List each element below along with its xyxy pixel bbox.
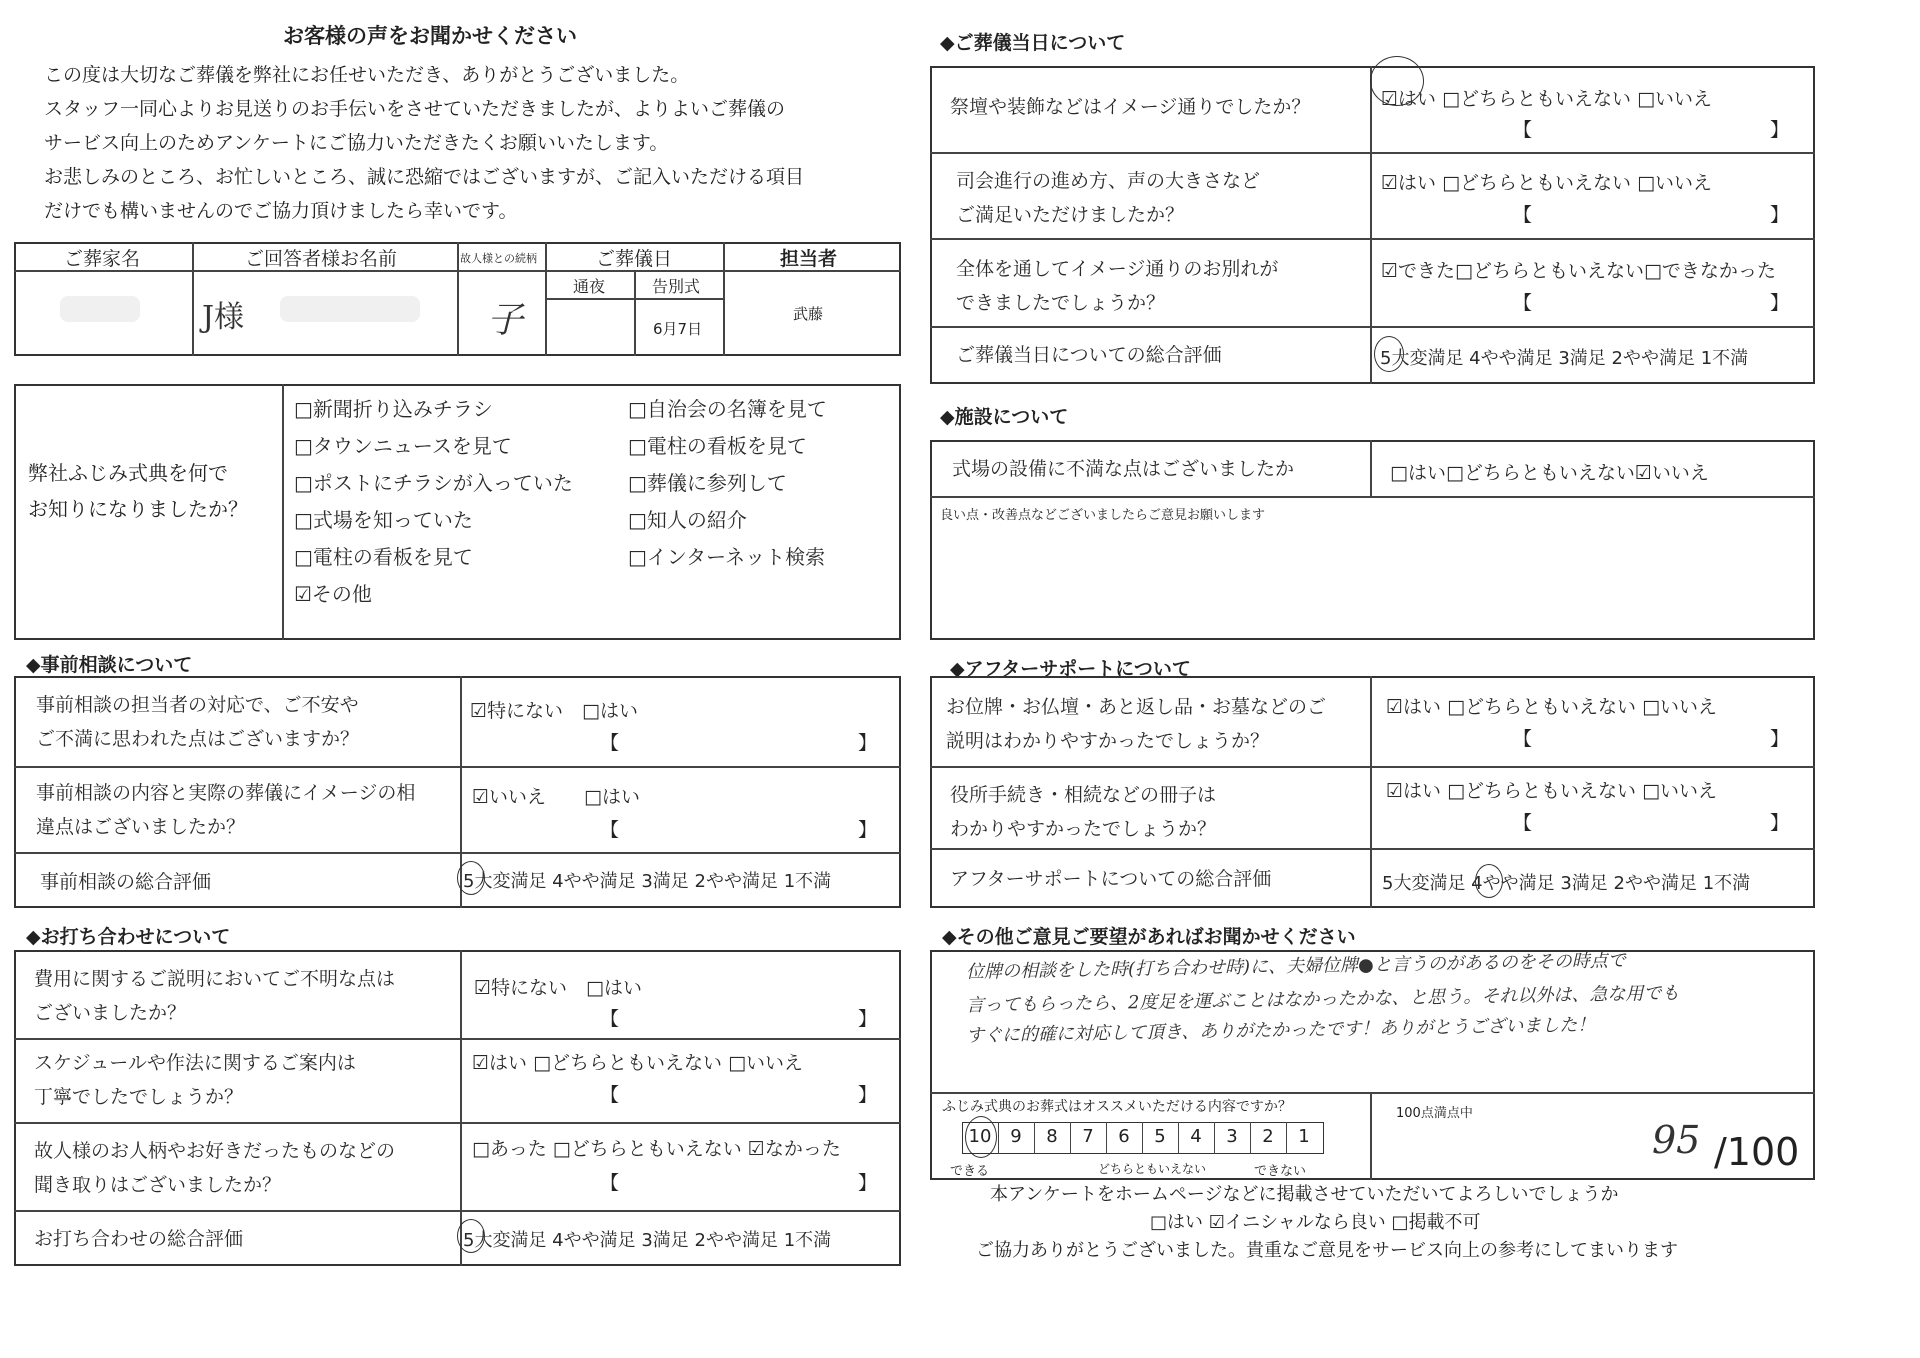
pre-rating-circle xyxy=(457,861,485,895)
day-of-q2-comment-open: 【 xyxy=(1513,204,1533,226)
day-of-q2-comment-close: 】 xyxy=(1770,204,1790,226)
meeting-q1-options[interactable]: ☑特にない □はい xyxy=(474,977,642,999)
score-total: /100 xyxy=(1714,1130,1800,1174)
recommend-2[interactable]: 2 xyxy=(1262,1126,1274,1147)
section-pre-consultation: ◆事前相談について xyxy=(26,654,193,676)
recommend-label-can: できる xyxy=(950,1164,990,1179)
after-q1: お位牌・お仏壇・あと返し品・お墓などのご 説明はわかりやすかったでしょうか？ xyxy=(946,696,1327,752)
after-rating-circle xyxy=(1475,864,1503,898)
col-date: ご葬儀日 xyxy=(596,248,673,270)
pre-q2-comment-open: 【 xyxy=(600,819,620,841)
recommend-8[interactable]: 8 xyxy=(1046,1126,1058,1147)
redacted-family-name xyxy=(60,296,140,322)
pre-q1-comment-close: 】 xyxy=(858,732,878,754)
meeting-q1-comment-close: 】 xyxy=(858,1008,878,1030)
col-family: ご葬家名 xyxy=(64,248,141,270)
col-respondent: ご回答者様お名前 xyxy=(245,248,398,270)
day-of-q3-options[interactable]: ☑できた□どちらともいえない□できなかった xyxy=(1381,260,1776,282)
day-of-q3: 全体を通してイメージ通りのお別れが できましたでしょうか？ xyxy=(956,258,1279,314)
survey-title: お客様の声をお聞かせください xyxy=(283,24,577,48)
meeting-rating-scale[interactable]: 5大変満足 4やや満足 3満足 2やや満足 1不満 xyxy=(463,1230,832,1251)
after-q2-options[interactable]: ☑はい □どちらともいえない □いいえ xyxy=(1386,780,1718,802)
meeting-q3-comment-close: 】 xyxy=(858,1172,878,1194)
staff-name: 武藤 xyxy=(793,305,824,323)
after-q1-comment-open: 【 xyxy=(1513,728,1533,750)
option-knew-venue[interactable]: □式場を知っていた xyxy=(294,508,473,532)
facility-q1: 式場の設備に不満な点はございましたか xyxy=(952,458,1295,480)
publish-options[interactable]: □はい ☑イニシャルなら良い □掲載不可 xyxy=(1150,1212,1481,1233)
col-funeral: 告別式 xyxy=(652,277,701,296)
meeting-q3-comment-open: 【 xyxy=(600,1172,620,1194)
recommend-question: ふじみ式典のお葬式はオススメいただける内容ですか？ xyxy=(942,1099,1292,1115)
option-mailbox-flyer[interactable]: □ポストにチラシが入っていた xyxy=(294,471,573,495)
pre-q2-comment-close: 】 xyxy=(858,819,878,841)
day-of-q2-options[interactable]: ☑はい □どちらともいえない □いいえ xyxy=(1381,172,1713,194)
recommend-9[interactable]: 9 xyxy=(1010,1126,1022,1147)
meeting-q3: 故人様のお人柄やお好きだったものなどの 聞き取りはございましたか？ xyxy=(34,1140,396,1196)
redacted-respondent xyxy=(280,296,420,322)
day-of-q1-comment-close: 】 xyxy=(1770,119,1790,141)
option-other[interactable]: ☑その他 xyxy=(294,582,372,606)
option-association-list[interactable]: □自治会の名簿を見て xyxy=(628,397,827,421)
funeral-date: 6月7日 xyxy=(653,320,703,338)
publish-question: 本アンケートをホームページなどに掲載させていただいてよろしいでしょうか xyxy=(990,1184,1619,1205)
after-q2-comment-close: 】 xyxy=(1770,812,1790,834)
day-of-q1-options[interactable]: ☑はい □どちらともいえない □いいえ xyxy=(1381,88,1713,110)
option-pole-sign-2[interactable]: □電柱の看板を見て xyxy=(628,434,807,458)
thanks-text: ご協力ありがとうございました。貴重なご意見をサービス向上の参考にしてまいります xyxy=(976,1240,1678,1261)
pre-q2-options[interactable]: ☑いいえ □はい xyxy=(472,786,640,808)
option-newspaper-flyer[interactable]: □新聞折り込みチラシ xyxy=(294,397,493,421)
after-q2-comment-open: 【 xyxy=(1513,812,1533,834)
option-town-news[interactable]: □タウンニュースを見て xyxy=(294,434,512,458)
col-relation: 故人様との続柄 xyxy=(460,252,537,265)
recommend-label-cannot: できない xyxy=(1254,1164,1307,1179)
after-rating-scale[interactable]: 5大変満足 4やや満足 3満足 2やや満足 1不満 xyxy=(1382,873,1751,894)
source-question: 弊社ふじみ式典を何で お知りになりましたか？ xyxy=(28,461,248,521)
meeting-q4: お打ち合わせの総合評価 xyxy=(34,1228,244,1250)
section-day-of: ◆ご葬儀当日について xyxy=(940,32,1126,54)
meeting-q1: 費用に関するご説明においてご不明な点は ございましたか？ xyxy=(34,968,396,1024)
day-of-rating-circle xyxy=(1374,336,1404,372)
section-after-support: ◆アフターサポートについて xyxy=(950,658,1191,680)
score-value: 95 xyxy=(1652,1118,1701,1162)
option-pole-sign[interactable]: □電柱の看板を見て xyxy=(294,545,473,569)
facility-note: 良い点・改善点などございましたらご意見お願いします xyxy=(940,508,1266,523)
recommend-label-neutral: どちらともいえない xyxy=(1098,1162,1207,1176)
meeting-q2-comment-close: 】 xyxy=(858,1084,878,1106)
col-staff: 担当者 xyxy=(780,248,838,270)
after-q2: 役所手続き・相続などの冊子は わかりやすかったでしょうか？ xyxy=(950,784,1217,840)
day-of-q4: ご葬儀当日についての総合評価 xyxy=(956,344,1222,366)
after-q1-options[interactable]: ☑はい □どちらともいえない □いいえ xyxy=(1386,696,1718,718)
section-facility: ◆施設について xyxy=(940,406,1069,428)
recommend-3[interactable]: 3 xyxy=(1226,1126,1238,1147)
relation-value: 子 xyxy=(487,300,524,341)
pre-q1: 事前相談の担当者の対応で、ご不安や ご不満に思われた点はございますか？ xyxy=(36,694,360,750)
meeting-rating-circle xyxy=(457,1219,485,1253)
pre-q2: 事前相談の内容と実際の葬儀にイメージの相 違点はございましたか？ xyxy=(36,782,416,838)
day-of-rating-scale[interactable]: 5大変満足 4やや満足 3満足 2やや満足 1不満 xyxy=(1380,348,1749,369)
pre-q1-comment-open: 【 xyxy=(600,732,620,754)
day-of-q3-comment-open: 【 xyxy=(1513,292,1533,314)
recommend-circle xyxy=(965,1116,997,1158)
section-meeting: ◆お打ち合わせについて xyxy=(26,926,231,948)
option-internet[interactable]: □インターネット検索 xyxy=(628,545,826,569)
meeting-q3-options[interactable]: □あった □どちらともいえない ☑なかった xyxy=(472,1138,841,1160)
after-q1-comment-close: 】 xyxy=(1770,728,1790,750)
recommend-5[interactable]: 5 xyxy=(1154,1126,1166,1147)
pre-q1-options[interactable]: ☑特にない □はい xyxy=(470,700,638,722)
facility-q1-options[interactable]: □はい□どちらともいえない☑いいえ xyxy=(1390,462,1709,484)
recommend-6[interactable]: 6 xyxy=(1118,1126,1130,1147)
after-q3: アフターサポートについての総合評価 xyxy=(950,868,1272,890)
day-of-q2: 司会進行の進め方、声の大きさなど ご満足いただけましたか？ xyxy=(956,170,1261,226)
day-of-q1: 祭壇や装飾などはイメージ通りでしたか？ xyxy=(950,96,1311,118)
points-label: 100点満点中 xyxy=(1396,1106,1473,1121)
respondent-name: J様 xyxy=(202,300,245,335)
section-other: ◆その他ご意見ご要望があればお聞かせください xyxy=(942,926,1356,948)
col-wake: 通夜 xyxy=(573,277,606,296)
day-of-q1-circle xyxy=(1370,56,1424,106)
recommend-7[interactable]: 7 xyxy=(1082,1126,1094,1147)
recommend-10[interactable]: 10 xyxy=(968,1126,992,1147)
option-attended-funeral[interactable]: □葬儀に参列して xyxy=(628,471,787,495)
pre-q3: 事前相談の総合評価 xyxy=(40,871,212,893)
day-of-q3-comment-close: 】 xyxy=(1770,292,1790,314)
option-referral[interactable]: □知人の紹介 xyxy=(628,508,747,532)
recommend-1[interactable]: 1 xyxy=(1298,1126,1310,1147)
pre-rating-scale[interactable]: 5大変満足 4やや満足 3満足 2やや満足 1不満 xyxy=(463,871,832,892)
recommend-4[interactable]: 4 xyxy=(1190,1126,1202,1147)
meeting-q1-comment-open: 【 xyxy=(600,1008,620,1030)
meeting-q2-comment-open: 【 xyxy=(600,1084,620,1106)
day-of-q1-comment-open: 【 xyxy=(1513,119,1533,141)
meeting-q2-options[interactable]: ☑はい □どちらともいえない □いいえ xyxy=(472,1052,804,1074)
meeting-q2: スケジュールや作法に関するご案内は 丁寧でしたでしょうか？ xyxy=(34,1052,356,1108)
